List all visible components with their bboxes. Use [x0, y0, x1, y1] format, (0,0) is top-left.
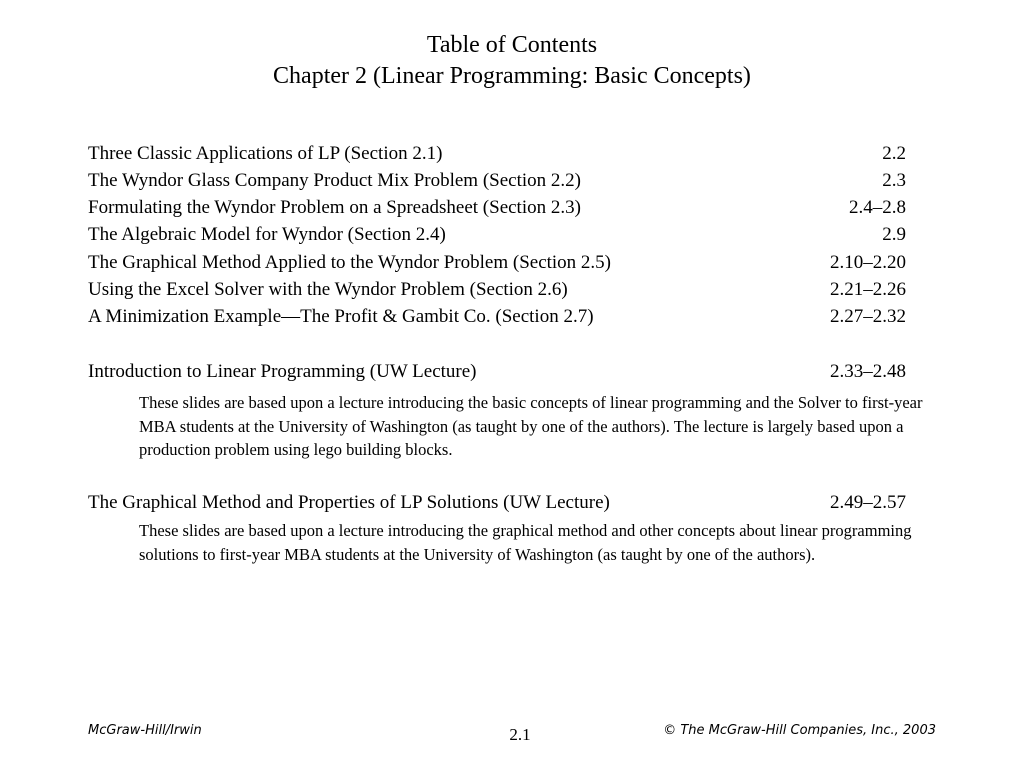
toc-lecture-title: The Graphical Method and Properties of LP Solutions (UW Lecture)	[88, 492, 610, 513]
toc-entry[interactable]	[88, 169, 908, 193]
toc-entry-title: The Algebraic Model for Wyndor (Section 2.4)	[88, 224, 446, 245]
toc-entry[interactable]	[88, 142, 908, 166]
toc-lecture-entry[interactable]	[88, 491, 908, 515]
slide-title: Table of Contents	[426, 32, 598, 58]
table-of-contents	[88, 142, 908, 582]
footer-publisher: McGraw-Hill/Irwin	[88, 723, 202, 738]
toc-entry-pages: 2.21–2.26	[830, 279, 906, 300]
toc-entry-pages: 2.9	[882, 224, 906, 245]
toc-entry-title: A Minimization Example—The Profit & Gambit Co. (Section 2.7)	[88, 306, 594, 327]
toc-lecture-pages: 2.49–2.57	[830, 492, 906, 513]
toc-entry-pages: 2.2	[882, 143, 906, 164]
toc-entry-title: Formulating the Wyndor Problem on a Spreadsheet (Section 2.3)	[88, 197, 581, 218]
toc-entry[interactable]	[88, 278, 908, 302]
toc-entry-title: Three Classic Applications of LP (Section 2.1)	[88, 143, 443, 164]
toc-lecture-title: Introduction to Linear Programming (UW Lecture)	[88, 361, 477, 382]
lecture-description: These slides are based upon a lecture introducing the basic concepts of linear programming and the Solver to first-year MBA students at the University of Washington (as taught by one of the authors). The lecture is largely based upon a production problem using lego building blocks.	[139, 393, 923, 459]
toc-entry[interactable]	[88, 305, 908, 329]
toc-entry[interactable]	[88, 223, 908, 247]
toc-entry-pages: 2.3	[882, 170, 906, 191]
toc-entry[interactable]	[88, 196, 908, 220]
toc-entry-title: Using the Excel Solver with the Wyndor Problem (Section 2.6)	[88, 279, 568, 300]
lecture-description: These slides are based upon a lecture introducing the graphical method and other concepts about linear programming solutions to first-year MBA students at the University of Washington (as taught by one of the authors).	[139, 521, 912, 564]
toc-entry-pages: 2.27–2.32	[830, 306, 906, 327]
toc-entry-pages: 2.4–2.8	[849, 197, 906, 218]
slide-subtitle: Chapter 2 (Linear Programming: Basic Concepts)	[273, 63, 751, 89]
toc-entry-title: The Graphical Method Applied to the Wyndor Problem (Section 2.5)	[88, 252, 612, 273]
slide-title-block	[0, 30, 1024, 92]
toc-entry[interactable]	[88, 251, 908, 275]
footer-slide-number: 2.1	[509, 725, 531, 744]
toc-lecture-pages: 2.33–2.48	[830, 361, 906, 382]
toc-entry-title: The Wyndor Glass Company Product Mix Problem (Section 2.2)	[88, 170, 581, 191]
footer-copyright: © The McGraw-Hill Companies, Inc., 2003	[663, 723, 936, 738]
toc-lecture-entry[interactable]	[88, 360, 908, 384]
toc-entry-pages: 2.10–2.20	[830, 252, 906, 273]
